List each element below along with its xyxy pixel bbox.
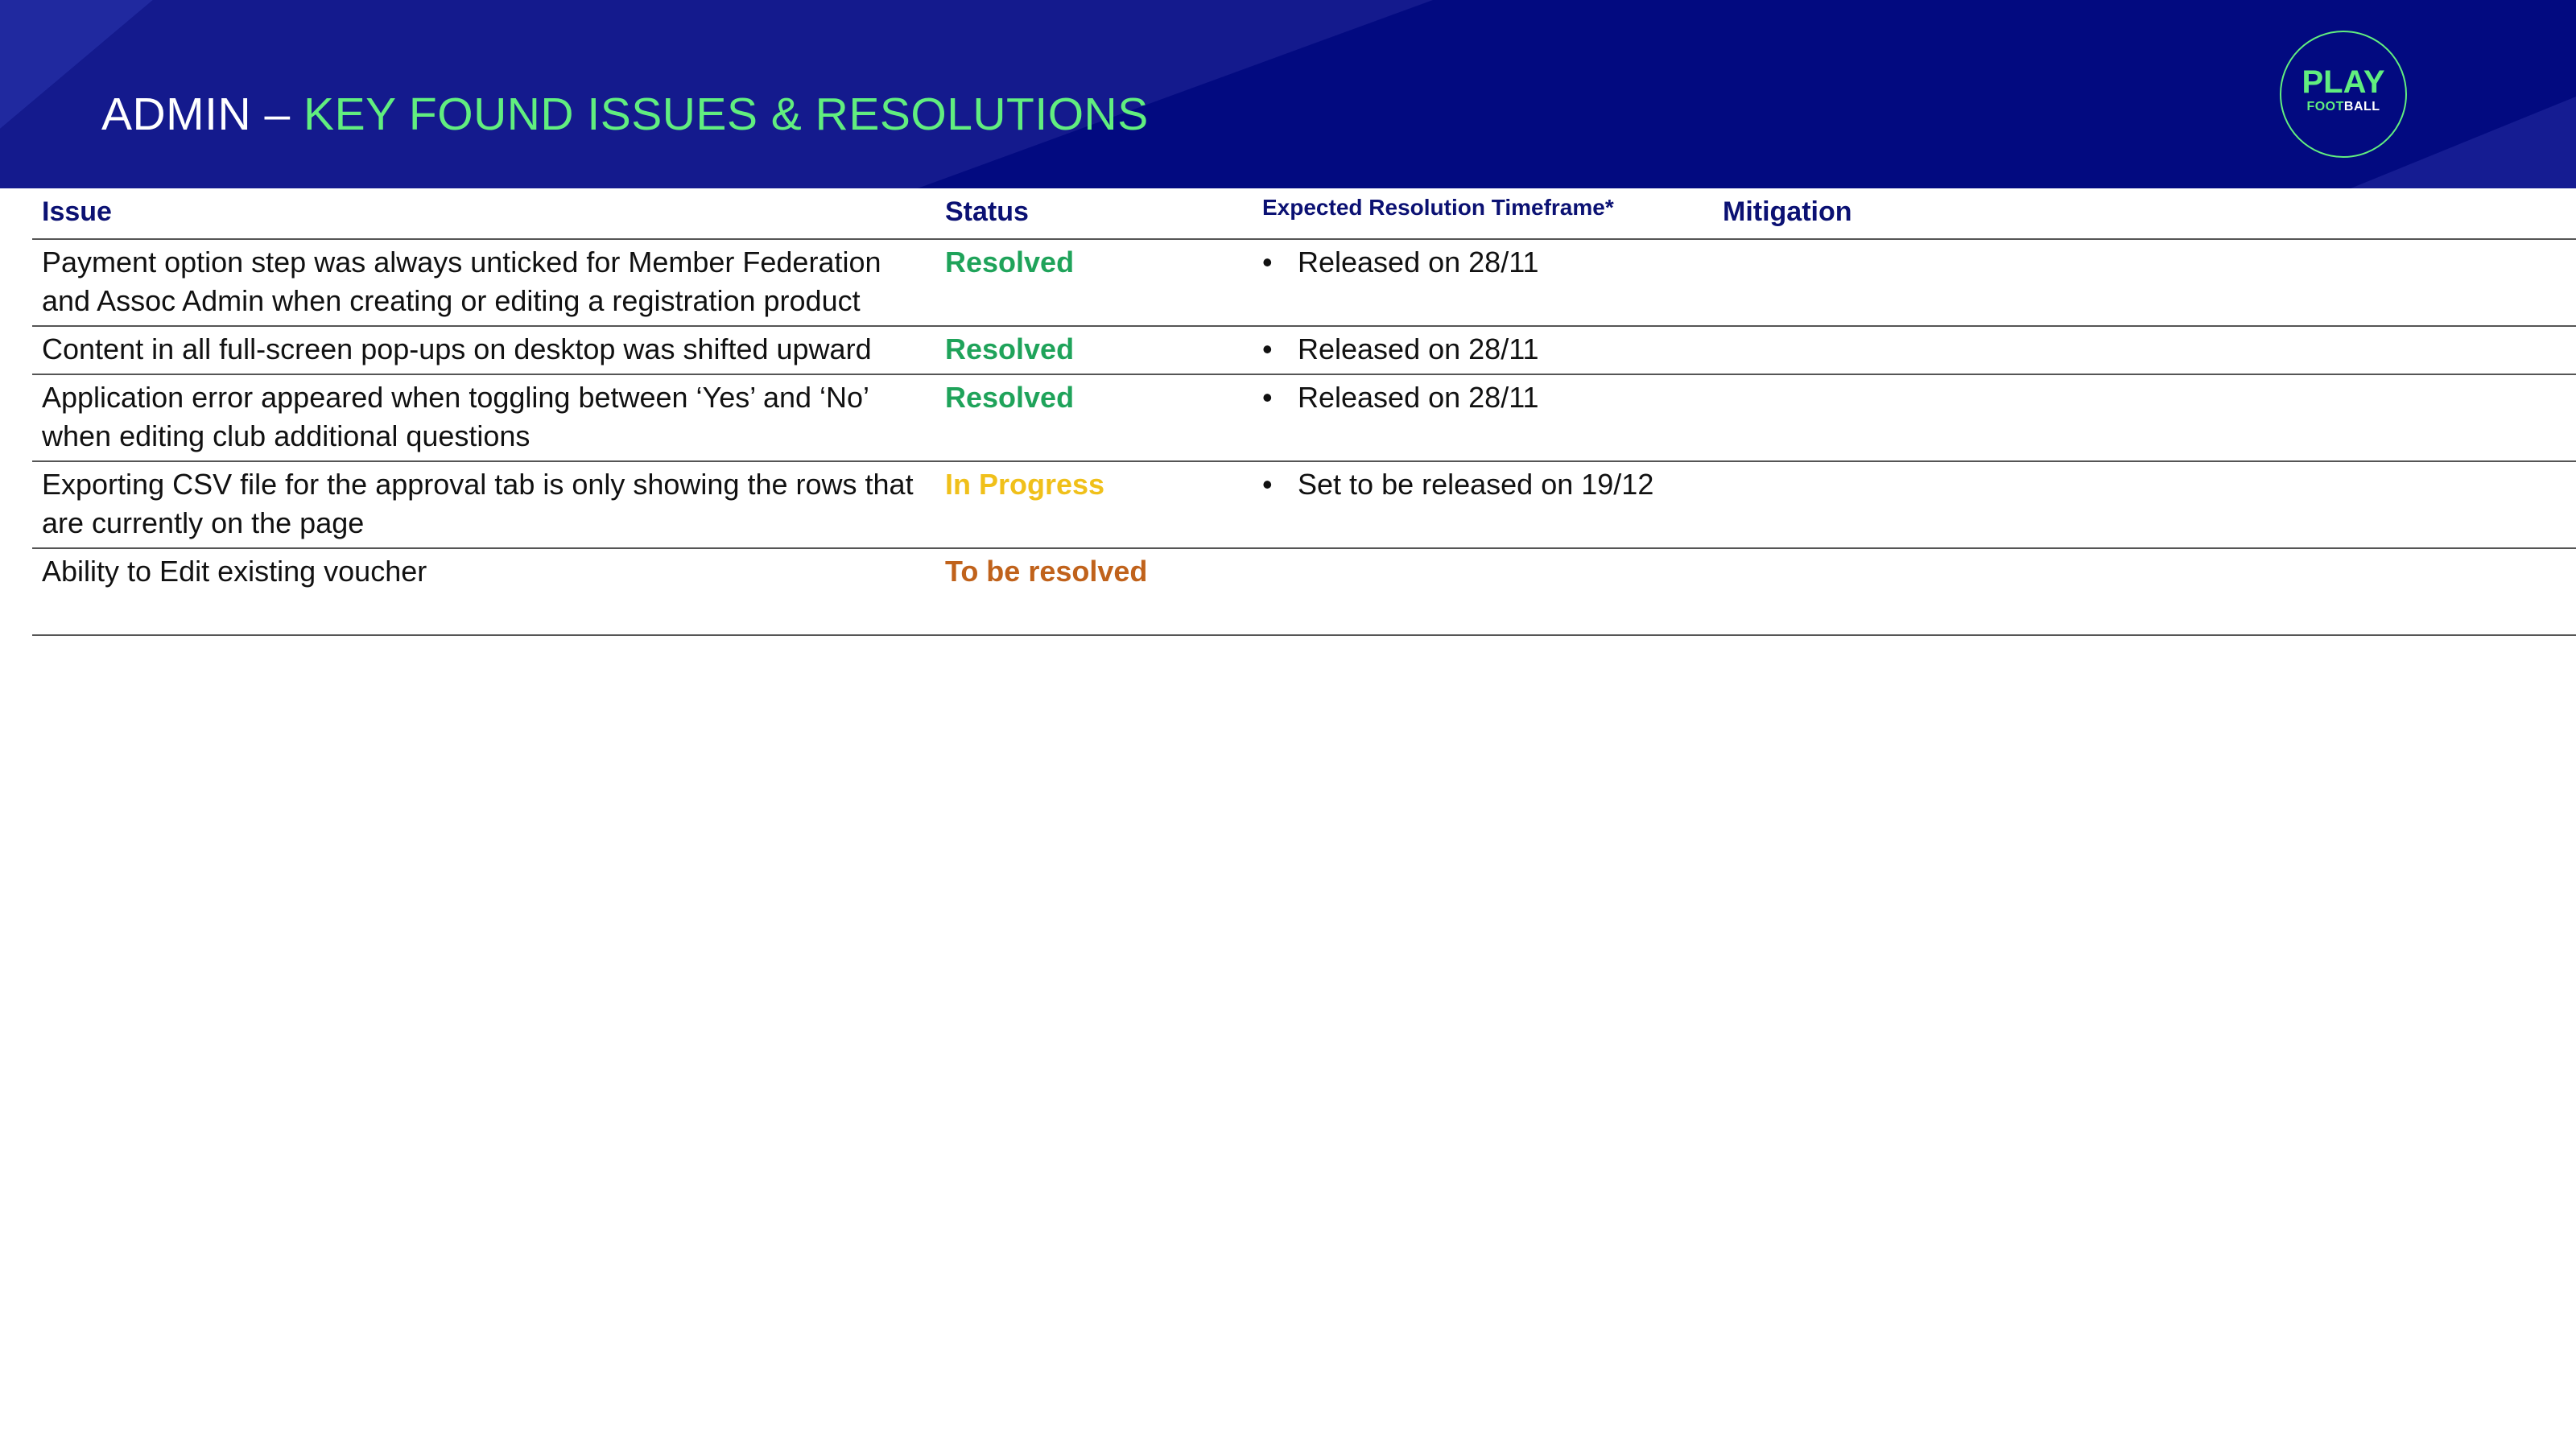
timeframe-text: Set to be released on 19/12: [1298, 468, 1654, 501]
bullet-point: •: [1262, 468, 1273, 501]
mitigation-cell: [1713, 548, 2576, 635]
issue-cell: Ability to Edit existing voucher: [32, 548, 935, 635]
page-title: [101, 84, 1149, 145]
issue-cell: Content in all full-screen pop-ups on desktop was shifted upward: [32, 326, 935, 374]
table-header-row: [32, 188, 2576, 239]
column-header-issue: Issue: [32, 188, 935, 239]
issue-cell: Exporting CSV file for the approval tab is only showing the rows that are currently on the page: [32, 461, 935, 548]
mitigation-cell: [1713, 374, 2576, 461]
bullet-point: •: [1262, 246, 1273, 279]
status-cell: To be resolved: [935, 548, 1253, 635]
column-header-mitigation: Mitigation: [1713, 188, 2576, 239]
table-row: [32, 548, 2576, 635]
timeframe-text: Released on 28/11: [1298, 246, 1539, 279]
column-header-status: Status: [935, 188, 1253, 239]
page-title-accent: KEY FOUND ISSUES & RESOLUTIONS: [303, 89, 1149, 140]
issue-cell: Payment option step was always unticked for Member Federation and Assoc Admin when creating or editing a registration product: [32, 239, 935, 326]
status-cell: In Progress: [935, 461, 1253, 548]
bullet-point: •: [1262, 332, 1273, 365]
timeframe-text: Released on 28/11: [1298, 332, 1539, 365]
issue-cell: Application error appeared when toggling between ‘Yes’ and ‘No’ when editing club additional questions: [32, 374, 935, 461]
timeframe-cell: [1253, 239, 1713, 326]
table-row: [32, 326, 2576, 374]
table-row: [32, 461, 2576, 548]
status-cell: Resolved: [935, 374, 1253, 461]
mitigation-cell: [1713, 239, 2576, 326]
mitigation-cell: [1713, 461, 2576, 548]
timeframe-cell: [1253, 461, 1713, 548]
timeframe-cell: [1253, 326, 1713, 374]
column-header-timeframe: Expected Resolution Timeframe*: [1253, 188, 1713, 239]
timeframe-text: Released on 28/11: [1298, 381, 1539, 414]
page-title-prefix: ADMIN –: [101, 89, 304, 140]
status-cell: Resolved: [935, 239, 1253, 326]
timeframe-cell: [1253, 548, 1713, 635]
play-football-logo: [2280, 31, 2405, 156]
issues-table: [32, 188, 2576, 636]
table-row: [32, 239, 2576, 326]
title-banner: [0, 0, 2576, 188]
logo-play-text: PLAY: [2301, 64, 2385, 100]
timeframe-cell: [1253, 374, 1713, 461]
logo-foot-text: FOOT: [2306, 100, 2344, 114]
mitigation-cell: [1713, 326, 2576, 374]
logo-ball-text: BALL: [2343, 100, 2380, 114]
table-row: [32, 374, 2576, 461]
bullet-point: •: [1262, 381, 1273, 414]
status-cell: Resolved: [935, 326, 1253, 374]
logo-football-text: [2280, 100, 2407, 114]
